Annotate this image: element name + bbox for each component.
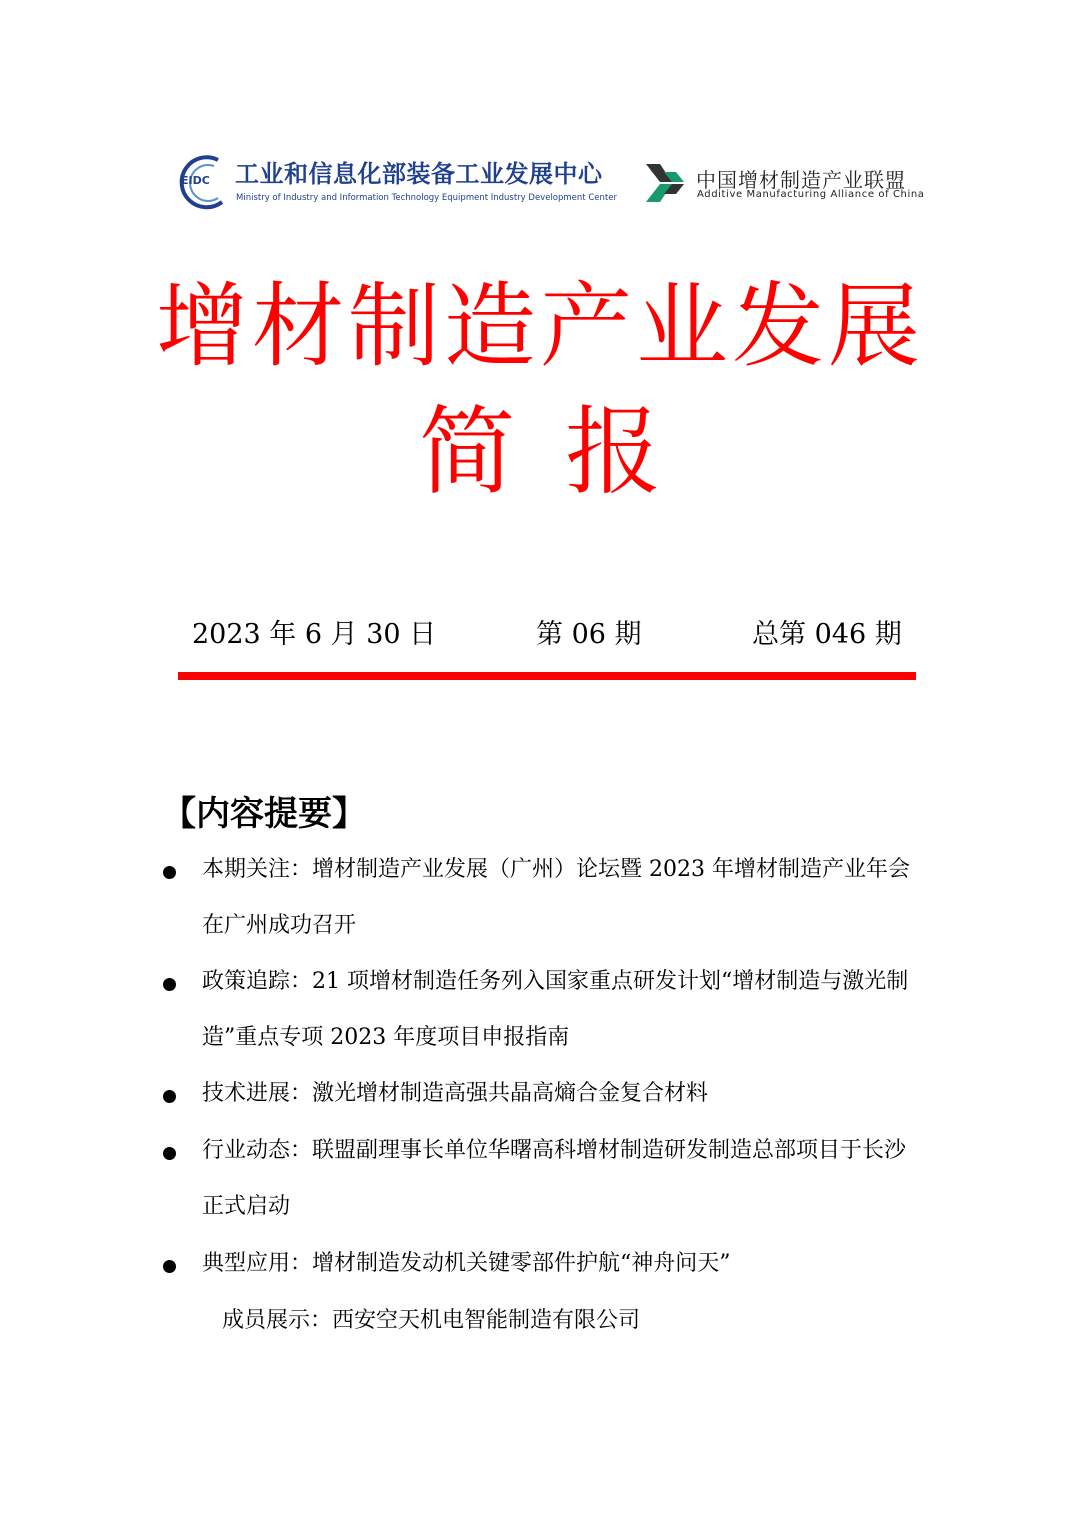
issue-total: 总第 046 期 [752, 619, 902, 650]
bullet-icon [163, 978, 176, 991]
report-title: 增材制造产业发展 [155, 273, 924, 380]
bullet-icon [163, 1260, 176, 1273]
report-subtitle: 简报 [419, 396, 711, 508]
summary-item: 政策追踪：21 项增材制造任务列入国家重点研发计划“增材制造与激光制造”重点专项 2023 年度项目申报指南 [202, 969, 909, 1050]
amac-logo [642, 158, 925, 208]
amac-name-en: Additive Manufacturing Alliance of China [697, 189, 925, 200]
issue-number: 第 06 期 [536, 619, 642, 650]
summary-item: 技术进展：激光增材制造高强共晶高熵合金复合材料 [202, 1081, 709, 1106]
eidc-name-cn: 工业和信息化部装备工业发展中心 [235, 160, 603, 188]
eidc-name-en: Ministry of Industry and Information Technology Equipment Industry Development Center [236, 193, 617, 203]
issue-date: 2023 年 6 月 30 日 [192, 619, 437, 650]
bullet-icon [163, 866, 176, 879]
eidc-logo [178, 152, 617, 214]
summary-item: 典型应用：增材制造发动机关键零部件护航“神舟问天” [202, 1251, 731, 1276]
eidc-mark: EIDC [181, 174, 210, 187]
bullet-icon [163, 1147, 176, 1160]
red-divider [178, 672, 916, 680]
summary-item: 行业动态：联盟副理事长单位华曙高科增材制造研发制造总部项目于长沙正式启动 [202, 1138, 907, 1219]
member-showcase: 成员展示：西安空天机电智能制造有限公司 [222, 1308, 641, 1333]
amac-emblem-icon [642, 160, 686, 206]
summary-heading: 【内容提要】 [162, 794, 366, 834]
bullet-icon [163, 1090, 176, 1103]
amac-name-cn: 中国增材制造产业联盟 [696, 168, 906, 192]
summary-item: 本期关注：增材制造产业发展（广州）论坛暨 2023 年增材制造产业年会在广州成功召开 [202, 857, 910, 938]
